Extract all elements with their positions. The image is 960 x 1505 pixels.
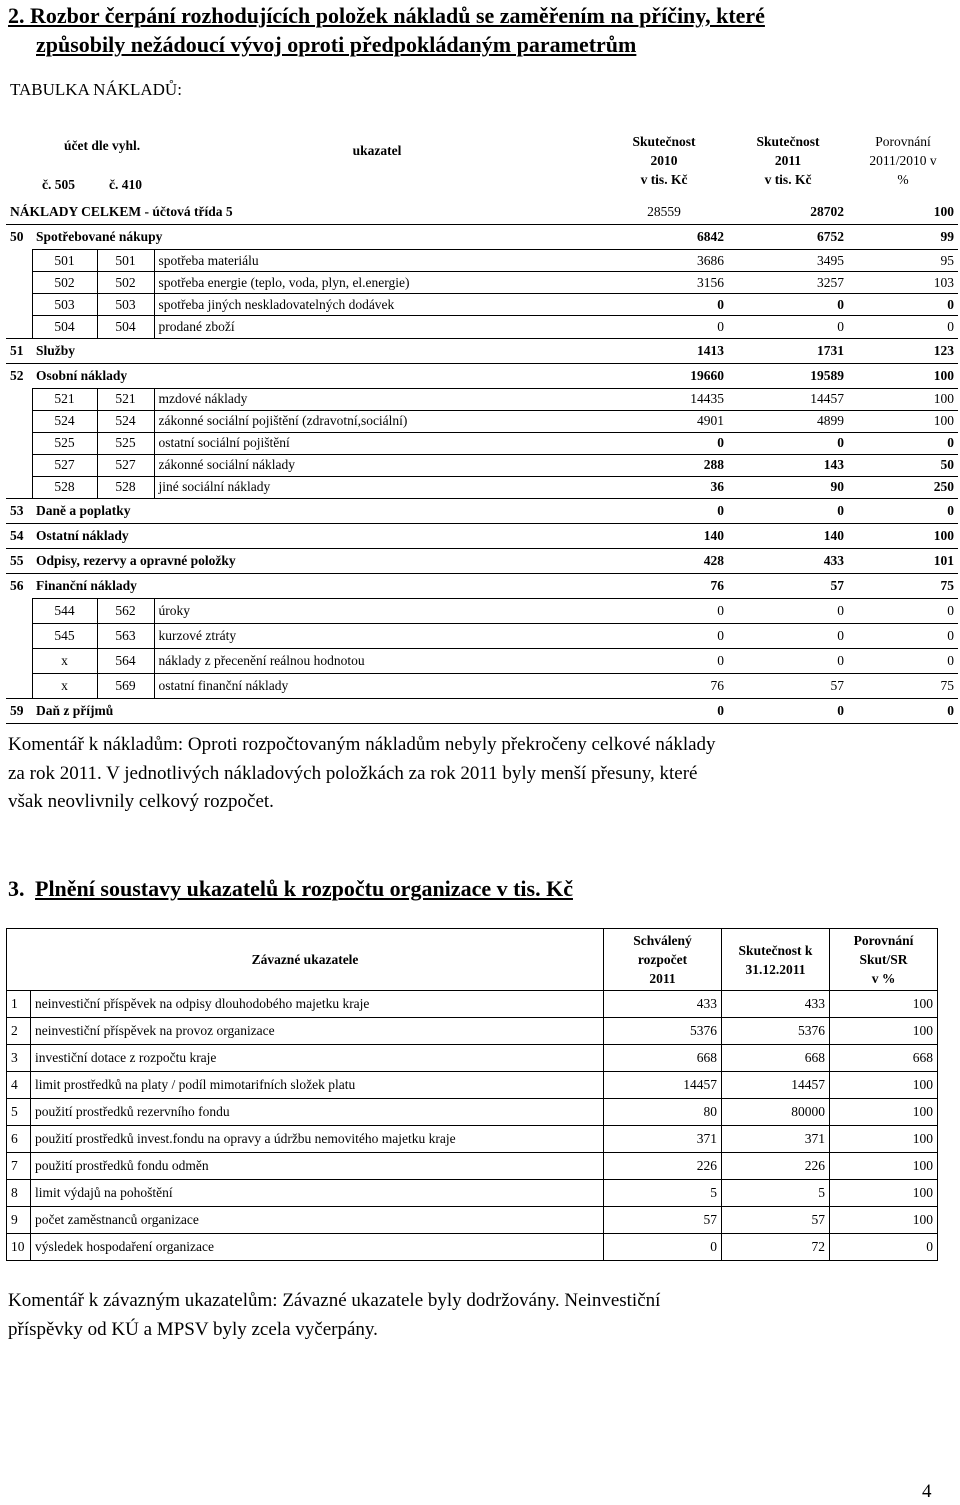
account-410: 503 <box>97 294 154 316</box>
section2-title-line1: 2. Rozbor čerpání rozhodujících položek nákladů se zaměřením na příčiny, které <box>8 3 765 28</box>
group-label: Spotřebované nákupy <box>32 225 600 250</box>
account-505: 502 <box>32 272 97 294</box>
value-2011: 1731 <box>728 338 848 363</box>
approved-value: 433 <box>604 991 722 1018</box>
approved-header-line2: rozpočet <box>637 952 688 967</box>
indicator-row <box>7 1099 938 1126</box>
actual-2011-header <box>728 120 848 200</box>
value-pct: 75 <box>848 674 958 699</box>
cost-item-row <box>6 674 958 699</box>
actual-value: 80000 <box>722 1099 830 1126</box>
compare-header-line3: % <box>897 171 909 187</box>
costs-comment-line2: za rok 2011. V jednotlivých nákladových položkách za rok 2011 byly menší přesuny, které <box>8 762 698 784</box>
approved-header-line3: 2011 <box>649 971 676 986</box>
value-2010: 288 <box>600 454 728 476</box>
value-2010: 0 <box>600 499 728 524</box>
approved-value: 0 <box>604 1234 722 1261</box>
value-2010: 3156 <box>600 272 728 294</box>
total-2011: 28702 <box>810 204 844 219</box>
value-2010: 0 <box>600 624 728 649</box>
account-505: 521 <box>32 388 97 410</box>
actual-value: 668 <box>722 1045 830 1072</box>
value-2011: 0 <box>728 624 848 649</box>
actual-header-line2: 31.12.2011 <box>745 961 806 977</box>
actual-value: 226 <box>722 1153 830 1180</box>
group-label: Daň z příjmů <box>32 699 600 724</box>
value-pct: 0 <box>848 699 958 724</box>
value-pct: 0 <box>848 432 958 454</box>
actual-2011-header-line1: Skutečnost <box>756 133 820 149</box>
group-code: 55 <box>6 549 32 574</box>
item-label: náklady z přecenění reálnou hodnotou <box>154 649 600 674</box>
indicator-row <box>7 1018 938 1045</box>
indicator-row <box>7 1180 938 1207</box>
account-410: 563 <box>97 624 154 649</box>
ratio-value: 100 <box>830 1180 938 1207</box>
value-pct: 123 <box>848 338 958 363</box>
account-410: 562 <box>97 599 154 624</box>
ratio-value: 100 <box>830 1153 938 1180</box>
account-505: x <box>32 649 97 674</box>
value-2011: 0 <box>728 294 848 316</box>
group-code: 53 <box>6 499 32 524</box>
row-number: 3 <box>7 1045 31 1072</box>
actual-value: 72 <box>722 1234 830 1261</box>
ratio-header-line3: v % <box>871 971 896 986</box>
actual-value: 5376 <box>722 1018 830 1045</box>
indicator-label: použití prostředků invest.fondu na opravy a údržbu nemovitého majetku kraje <box>31 1126 604 1153</box>
value-2011: 0 <box>728 699 848 724</box>
item-label: ostatní sociální pojištění <box>154 432 600 454</box>
group-label: Odpisy, rezervy a opravné položky <box>32 549 600 574</box>
indent-cell <box>6 649 32 674</box>
ratio-value: 100 <box>830 1207 938 1234</box>
account-505: 527 <box>32 454 97 476</box>
approved-value: 14457 <box>604 1072 722 1099</box>
ratio-value: 100 <box>830 991 938 1018</box>
actual-header-line1: Skutečnost k <box>738 942 813 958</box>
indent-cell <box>6 674 32 699</box>
group-code: 59 <box>6 699 32 724</box>
cost-group-row <box>6 574 958 599</box>
cost-group-row <box>6 363 958 388</box>
section3-title-text: Plnění soustavy ukazatelů k rozpočtu organizace v tis. Kč <box>35 876 573 901</box>
value-2010: 0 <box>600 316 728 339</box>
cost-item-row <box>6 454 958 476</box>
cost-item-row <box>6 294 958 316</box>
value-2010: 19660 <box>600 363 728 388</box>
account-505: 501 <box>32 250 97 272</box>
indicator-row <box>7 1234 938 1261</box>
actual-value: 5 <box>722 1180 830 1207</box>
item-label: ostatní finanční náklady <box>154 674 600 699</box>
cost-group-row <box>6 524 958 549</box>
indent-cell <box>6 250 32 272</box>
value-2011: 0 <box>728 499 848 524</box>
row-number: 8 <box>7 1180 31 1207</box>
indicator-label: použití prostředků fondu odměn <box>31 1153 604 1180</box>
indicator-row <box>7 1153 938 1180</box>
indicator-label: neinvestiční příspěvek na odpisy dlouhodobého majetku kraje <box>31 991 604 1018</box>
value-pct: 95 <box>848 250 958 272</box>
indicator-label: použití prostředků rezervního fondu <box>31 1099 604 1126</box>
value-pct: 100 <box>848 524 958 549</box>
row-number: 7 <box>7 1153 31 1180</box>
group-code: 51 <box>6 338 32 363</box>
indicators-comment <box>8 1287 660 1344</box>
value-pct: 0 <box>848 316 958 339</box>
cost-item-row <box>6 250 958 272</box>
cost-group-row <box>6 499 958 524</box>
total-label: NÁKLADY CELKEM - účtová třída 5 <box>10 204 233 219</box>
value-2011: 14457 <box>728 388 848 410</box>
row-number: 10 <box>7 1234 31 1261</box>
approved-header <box>604 929 722 991</box>
account-410: 521 <box>97 388 154 410</box>
group-label: Služby <box>32 338 600 363</box>
value-pct: 50 <box>848 454 958 476</box>
total-pct: 100 <box>933 204 954 219</box>
account-410: 502 <box>97 272 154 294</box>
item-label: kurzové ztráty <box>154 624 600 649</box>
account-410: 525 <box>97 432 154 454</box>
account-505: 524 <box>32 410 97 432</box>
actual-2010-header-line3: v tis. Kč <box>640 171 688 187</box>
row-number: 6 <box>7 1126 31 1153</box>
indicator-row <box>7 1045 938 1072</box>
indicator-label: limit prostředků na platy / podíl mimotarifních složek platu <box>31 1072 604 1099</box>
cost-item-row <box>6 624 958 649</box>
value-2010: 3686 <box>600 250 728 272</box>
value-2010: 76 <box>600 574 728 599</box>
costs-comment <box>8 731 716 817</box>
ratio-header-line1: Porovnání <box>853 933 914 948</box>
cost-group-row <box>6 699 958 724</box>
value-2011: 0 <box>728 432 848 454</box>
indicators-header: Závazné ukazatele <box>7 929 604 991</box>
cost-item-row <box>6 476 958 499</box>
indent-cell <box>6 624 32 649</box>
row-number: 9 <box>7 1207 31 1234</box>
compare-header-line1: Porovnání <box>875 133 931 149</box>
indicators-header-row <box>7 929 938 991</box>
compare-header <box>848 120 958 200</box>
value-2011: 57 <box>728 674 848 699</box>
cost-group-row <box>6 338 958 363</box>
value-2011: 433 <box>728 549 848 574</box>
group-code: 50 <box>6 225 32 250</box>
indicators-table <box>6 928 938 1261</box>
actual-value: 371 <box>722 1126 830 1153</box>
cost-item-row <box>6 272 958 294</box>
value-2011: 3495 <box>728 250 848 272</box>
page-number: 4 <box>922 1481 932 1502</box>
ratio-value: 668 <box>830 1045 938 1072</box>
value-2011: 6752 <box>728 225 848 250</box>
indent-cell <box>6 294 32 316</box>
account-410: 569 <box>97 674 154 699</box>
actual-value: 14457 <box>722 1072 830 1099</box>
costs-comment-line1: Komentář k nákladům: Oproti rozpočtovaným nákladům nebyly překročeny celkové náklady <box>8 734 716 755</box>
ratio-value: 100 <box>830 1126 938 1153</box>
section3-title <box>8 874 573 903</box>
ratio-value: 0 <box>830 1234 938 1261</box>
account-410: 504 <box>97 316 154 339</box>
actual-2010-header-line1: Skutečnost <box>632 133 696 149</box>
account-410: 524 <box>97 410 154 432</box>
value-pct: 99 <box>848 225 958 250</box>
costs-header-row <box>6 120 958 200</box>
value-pct: 0 <box>848 624 958 649</box>
value-pct: 75 <box>848 574 958 599</box>
row-number: 5 <box>7 1099 31 1126</box>
value-pct: 0 <box>848 649 958 674</box>
indicator-header: ukazatel <box>352 143 402 158</box>
group-label: Osobní náklady <box>32 363 600 388</box>
group-code: 54 <box>6 524 32 549</box>
value-2011: 90 <box>728 476 848 499</box>
section2-title-line2: způsobily nežádoucí vývoj oproti předpokládaným parametrům <box>36 32 637 57</box>
item-label: zákonné sociální náklady <box>154 454 600 476</box>
group-label: Daně a poplatky <box>32 499 600 524</box>
actual-value: 57 <box>722 1207 830 1234</box>
value-2011: 19589 <box>728 363 848 388</box>
total-2010: 28559 <box>647 204 681 219</box>
cost-item-row <box>6 649 958 674</box>
indicators-comment-line1: Komentář k závazným ukazatelům: Závazné ukazatele byly dodržovány. Neinvestiční <box>8 1290 661 1311</box>
value-pct: 0 <box>848 499 958 524</box>
value-2011: 0 <box>728 316 848 339</box>
indent-cell <box>6 388 32 410</box>
value-2010: 0 <box>600 599 728 624</box>
account-505: x <box>32 674 97 699</box>
value-2011: 57 <box>728 574 848 599</box>
compare-header-line2: 2011/2010 v <box>869 152 937 168</box>
approved-header-line1: Schválený <box>633 933 692 948</box>
value-2011: 4899 <box>728 410 848 432</box>
total-row <box>6 200 958 225</box>
indent-cell <box>6 432 32 454</box>
value-2011: 140 <box>728 524 848 549</box>
ratio-header-line2: Skut/SR <box>859 952 908 967</box>
value-pct: 250 <box>848 476 958 499</box>
group-label: Ostatní náklady <box>32 524 600 549</box>
account-505: 545 <box>32 624 97 649</box>
ratio-value: 100 <box>830 1099 938 1126</box>
ratio-value: 100 <box>830 1018 938 1045</box>
cost-group-row <box>6 549 958 574</box>
indent-cell <box>6 454 32 476</box>
approved-value: 57 <box>604 1207 722 1234</box>
account-505: 544 <box>32 599 97 624</box>
value-2010: 6842 <box>600 225 728 250</box>
account-505: 504 <box>32 316 97 339</box>
indicator-label: investiční dotace z rozpočtu kraje <box>31 1045 604 1072</box>
value-pct: 103 <box>848 272 958 294</box>
approved-value: 5376 <box>604 1018 722 1045</box>
account-header-505: č. 505 <box>42 177 75 192</box>
value-2010: 428 <box>600 549 728 574</box>
value-2010: 140 <box>600 524 728 549</box>
cost-item-row <box>6 432 958 454</box>
item-label: zákonné sociální pojištění (zdravotní,sociální) <box>154 410 600 432</box>
value-2010: 1413 <box>600 338 728 363</box>
value-2010: 76 <box>600 674 728 699</box>
value-2010: 4901 <box>600 410 728 432</box>
section3-number: 3. <box>8 876 25 901</box>
indicator-label: výsledek hospodaření organizace <box>31 1234 604 1261</box>
value-2010: 0 <box>600 294 728 316</box>
indicator-row <box>7 1207 938 1234</box>
row-number: 1 <box>7 991 31 1018</box>
costs-comment-line3: však neovlivnily celkový rozpočet. <box>8 791 274 812</box>
value-2010: 36 <box>600 476 728 499</box>
actual-value: 433 <box>722 991 830 1018</box>
value-2010: 0 <box>600 699 728 724</box>
cost-item-row <box>6 599 958 624</box>
value-2011: 0 <box>728 599 848 624</box>
indicator-label: neinvestiční příspěvek na provoz organizace <box>31 1018 604 1045</box>
approved-value: 5 <box>604 1180 722 1207</box>
group-label: Finanční náklady <box>32 574 600 599</box>
actual-2010-header <box>600 120 728 200</box>
actual-2011-header-line3: v tis. Kč <box>764 171 812 187</box>
item-label: prodané zboží <box>154 316 600 339</box>
indicator-row <box>7 1126 938 1153</box>
ratio-value: 100 <box>830 1072 938 1099</box>
value-2011: 3257 <box>728 272 848 294</box>
value-2010: 0 <box>600 649 728 674</box>
indent-cell <box>6 272 32 294</box>
cost-item-row <box>6 410 958 432</box>
indicators-comment-line2: příspěvky od KÚ a MPSV byly zcela vyčerpány. <box>8 1318 378 1340</box>
section2-title <box>8 1 765 59</box>
account-header-410: č. 410 <box>109 177 142 192</box>
indicator-row <box>7 991 938 1018</box>
group-code: 56 <box>6 574 32 599</box>
account-header <box>6 120 154 200</box>
value-pct: 100 <box>848 410 958 432</box>
actual-2010-header-line2: 2010 <box>650 152 678 168</box>
cost-item-row <box>6 316 958 339</box>
account-410: 527 <box>97 454 154 476</box>
actual-2011-header-line2: 2011 <box>774 152 802 168</box>
indicator-label: limit výdajů na pohoštění <box>31 1180 604 1207</box>
account-header-top: účet dle vyhl. <box>64 138 141 153</box>
item-label: spotřeba materiálu <box>154 250 600 272</box>
indent-cell <box>6 599 32 624</box>
actual-header <box>722 929 830 991</box>
costs-table <box>6 120 958 724</box>
row-number: 2 <box>7 1018 31 1045</box>
approved-value: 80 <box>604 1099 722 1126</box>
item-label: mzdové náklady <box>154 388 600 410</box>
indent-cell <box>6 316 32 339</box>
indicator-row <box>7 1072 938 1099</box>
indent-cell <box>6 410 32 432</box>
approved-value: 668 <box>604 1045 722 1072</box>
account-505: 503 <box>32 294 97 316</box>
value-pct: 0 <box>848 294 958 316</box>
account-410: 564 <box>97 649 154 674</box>
value-2010: 14435 <box>600 388 728 410</box>
cost-item-row <box>6 388 958 410</box>
account-410: 501 <box>97 250 154 272</box>
ratio-header <box>830 929 938 991</box>
account-505: 525 <box>32 432 97 454</box>
value-2011: 143 <box>728 454 848 476</box>
item-label: jiné sociální náklady <box>154 476 600 499</box>
item-label: spotřeba jiných neskladovatelných dodávek <box>154 294 600 316</box>
group-code: 52 <box>6 363 32 388</box>
approved-value: 371 <box>604 1126 722 1153</box>
value-pct: 100 <box>848 388 958 410</box>
approved-value: 226 <box>604 1153 722 1180</box>
value-pct: 100 <box>848 363 958 388</box>
account-410: 528 <box>97 476 154 499</box>
value-2011: 0 <box>728 649 848 674</box>
cost-group-row <box>6 225 958 250</box>
value-2010: 0 <box>600 432 728 454</box>
item-label: spotřeba energie (teplo, voda, plyn, el.energie) <box>154 272 600 294</box>
account-505: 528 <box>32 476 97 499</box>
item-label: úroky <box>154 599 600 624</box>
value-pct: 101 <box>848 549 958 574</box>
indicator-label: počet zaměstnanců organizace <box>31 1207 604 1234</box>
indent-cell <box>6 476 32 499</box>
costs-table-label: TABULKA NÁKLADŮ: <box>10 80 182 99</box>
row-number: 4 <box>7 1072 31 1099</box>
value-pct: 0 <box>848 599 958 624</box>
